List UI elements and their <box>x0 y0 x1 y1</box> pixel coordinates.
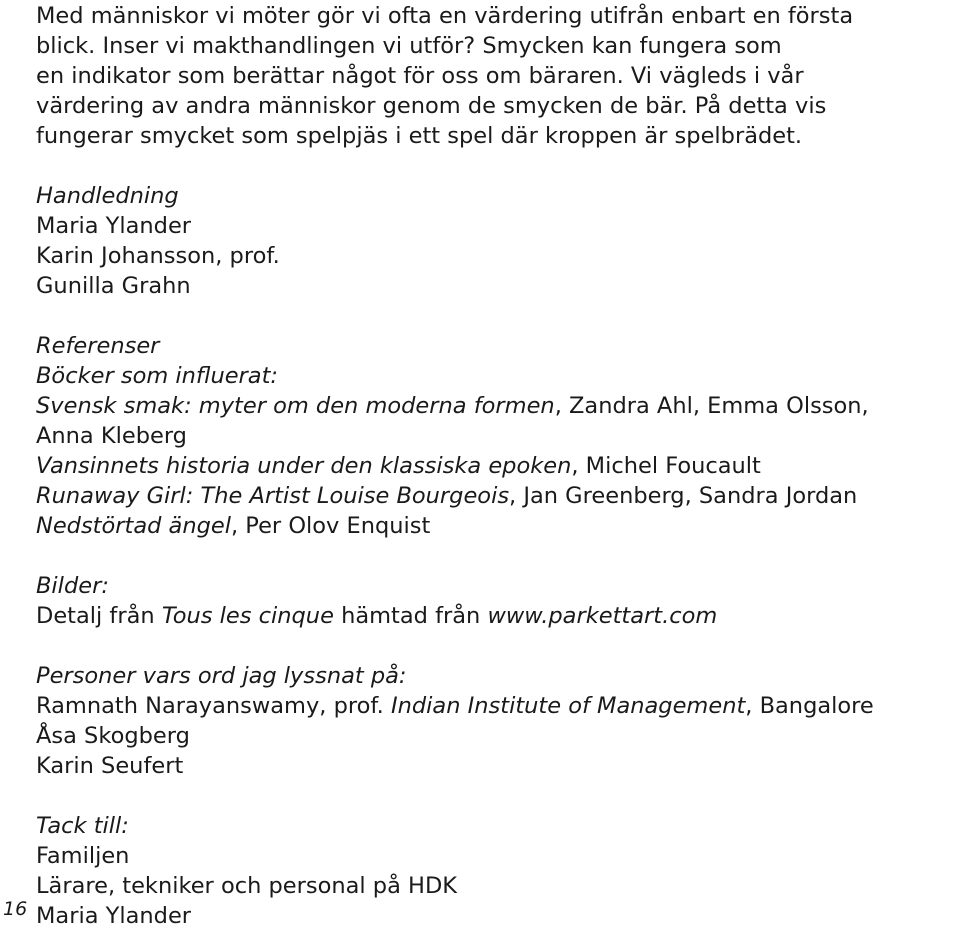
supervisor-name: Gunilla Grahn <box>36 273 191 299</box>
intro-line: fungerar smycket som spelpjäs i ett spel där kroppen är spelbrädet. <box>36 123 803 149</box>
image-credit-prefix: Detalj från <box>36 603 162 629</box>
book-authors: , Per Olov Enquist <box>231 513 431 539</box>
intro-line: Med människor vi möter gör vi ofta en värdering utifrån enbart en första <box>36 3 854 29</box>
thanks-entry: Maria Ylander <box>36 903 192 929</box>
people-heading: Personer vars ord jag lyssnat på: <box>36 663 407 689</box>
image-credit-middle: hämtad från <box>333 603 488 629</box>
supervisor-name: Maria Ylander <box>36 213 192 239</box>
references-section <box>36 331 960 541</box>
images-heading: Bilder: <box>36 573 109 599</box>
source-url: www.parkettart.com <box>487 603 718 629</box>
person-entry: Karin Seufert <box>36 753 184 779</box>
page-number: 16 <box>3 898 28 920</box>
intro-line: en indikator som berättar något för oss om bäraren. Vi vägleds i vår <box>36 63 804 89</box>
supervision-heading: Handledning <box>36 183 179 209</box>
references-heading: Referenser <box>36 333 160 359</box>
intro-line: blick. Inser vi makthandlingen vi utför? Smycken kan fungera som <box>36 33 782 59</box>
book-authors: , Zandra Ahl, Emma Olsson, <box>554 393 869 419</box>
book-entry <box>36 451 960 481</box>
images-section <box>36 571 960 631</box>
image-credit <box>36 601 960 631</box>
person-entry: Åsa Skogberg <box>36 723 190 749</box>
thanks-entry: Familjen <box>36 843 130 869</box>
institution-city: , Bangalore <box>745 693 874 719</box>
book-title: Nedstörtad ängel <box>36 513 231 539</box>
supervision-section <box>36 181 960 301</box>
artwork-title: Tous les cinque <box>161 603 334 629</box>
book-title: Svensk smak: myter om den moderna formen <box>36 393 555 419</box>
supervisor-name: Karin Johansson, prof. <box>36 243 280 269</box>
people-section <box>36 661 960 781</box>
thanks-section <box>36 811 960 931</box>
person-name: Ramnath Narayanswamy, prof. <box>36 693 391 719</box>
book-title: Runaway Girl: The Artist Louise Bourgeois <box>36 483 510 509</box>
thanks-heading: Tack till: <box>36 813 129 839</box>
intro-paragraph <box>36 1 960 151</box>
book-entry <box>36 511 960 541</box>
book-entry <box>36 391 960 421</box>
intro-line: värdering av andra människor genom de smycken de bär. På detta vis <box>36 93 827 119</box>
book-authors: , Jan Greenberg, Sandra Jordan <box>509 483 858 509</box>
books-heading: Böcker som influerat: <box>36 363 278 389</box>
book-authors: , Michel Foucault <box>571 453 761 479</box>
thanks-entry: Lärare, tekniker och personal på HDK <box>36 873 458 899</box>
person-entry <box>36 691 960 721</box>
institution-name: Indian Institute of Management <box>391 693 746 719</box>
document-page <box>36 1 960 931</box>
book-entry-continuation: Anna Kleberg <box>36 423 187 449</box>
book-entry <box>36 481 960 511</box>
book-title: Vansinnets historia under den klassiska epoken <box>36 453 572 479</box>
